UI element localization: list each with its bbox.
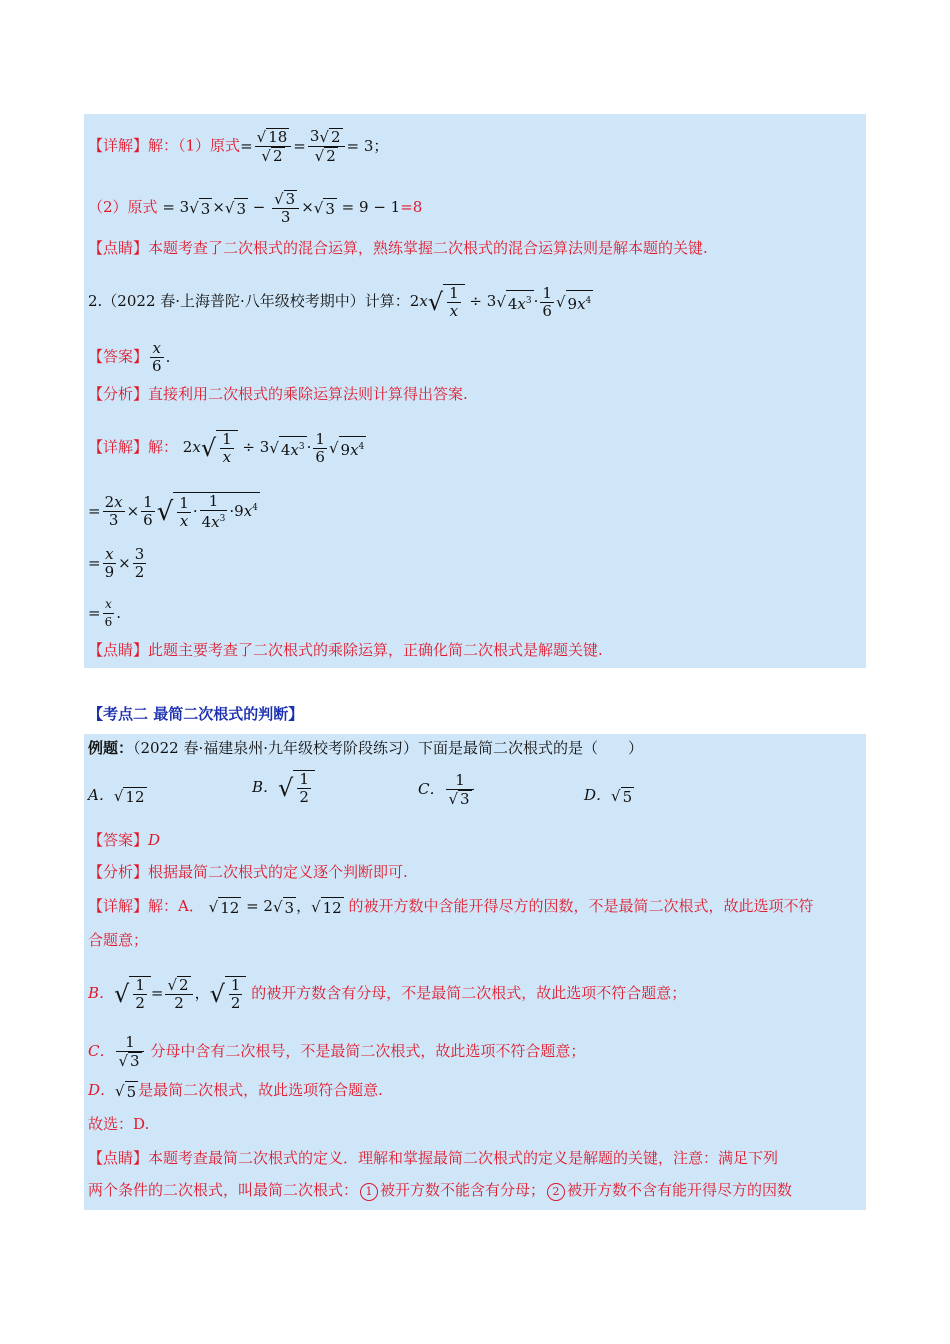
detail-line-2: （2）原式 = 3√ 3 ×√ 3 − $\frac{√ 3}{3}$ ×√ 3 = 9 − 1=8 <box>88 189 423 226</box>
analysis-line-2: 【分析】直接利用二次根式的乘除运算法则计算得出答案. <box>88 385 468 403</box>
detail-d: D．√ 5 是最简二次根式，故此选项符合题意. <box>88 1081 383 1101</box>
step-2: = $\frac{x}{9}$ × $\frac{3}{2}$ <box>88 545 145 581</box>
step-3: = $\frac{x}{6}$ . <box>88 597 121 629</box>
option-a: A．√ 12 <box>88 786 145 806</box>
comment-ex-2: 两个条件的二次根式，叫最简二次根式： 1 被开方数不能含有分母； 2 被开方数不含有能开得尽方的因数 <box>88 1181 793 1199</box>
choice-line: 故选：D. <box>88 1115 150 1133</box>
section-heading: 【考点二 最简二次根式的判断】 <box>88 705 304 723</box>
circled-number-1: 1 <box>360 1183 378 1201</box>
comment-line-2: 【点睛】此题主要考查了二次根式的乘除运算，正确化简二次根式是解题关键. <box>88 641 603 659</box>
comment-line-1: 【点睛】本题考查了二次根式的混合运算，熟练掌握二次根式的混合运算法则是解本题的关键. <box>88 239 708 257</box>
answer-line-ex: 【答案】D <box>88 831 161 849</box>
tag-detail: 【详解】 <box>88 136 149 155</box>
answer-line-2: 【答案】 $\frac{x}{6}$ . <box>88 339 171 375</box>
comment-ex-1: 【点睛】本题考查最简二次根式的定义．理解和掌握最简二次根式的定义是解题的关键，注意：满足下列 <box>88 1149 779 1167</box>
math-expr-2: = 3√ 3 ×√ 3 − $\frac{√ 3}{3}$ ×√ 3 = 9 − 1 <box>157 189 401 226</box>
math-q2: 2x√ $\frac{1}{x}$ ÷ 3√ $4x^3$ · $\frac{1}{6}$ √ $9x^4$ <box>409 283 592 320</box>
circled-number-2: 2 <box>547 1183 565 1201</box>
step-1: = $\frac{2x}{3}$ × $\frac{1}{6}$ √ $\frac{1}{x}$ · $\frac{1}{4x^3}$ $\cdot 9x^4$ <box>88 492 258 531</box>
example-question: 例题：（2022 春·福建泉州·九年级校考阶段练习）下面是最简二次根式的是（ ） <box>88 739 643 757</box>
question-2: 2.（2022 春·上海普陀·八年级校考期中）计算：2x√ $\frac{1}{x}$ ÷ 3√ $4x^3$ · $\frac{1}{6}$ √ $9x^4$ <box>88 283 592 320</box>
detail-line-q2: 【详解】解： 2x√ $\frac{1}{x}$ ÷ 3√ $4x^3$ · $\frac{1}{6}$ √ $9x^4$ <box>88 429 365 466</box>
option-b: B．√ $\frac{1}{2}$ <box>252 770 315 806</box>
detail-a: 【详解】解：A． √ 12 = 2√ 3 ，√ 12 的被开方数中含能开得尽方的因数，不是最简二次根式，故此选项不符 <box>88 897 814 917</box>
option-c: C． $\frac{1}{√ 3}$ <box>418 772 476 808</box>
detail-b: B．√ $\frac{1}{2}$ = $\frac{√ 2}{2}$ ，√ $\frac{1}{2}$ 的被开方数含有分母，不是最简二次根式，故此选项不符合题意； <box>88 975 687 1012</box>
detail-a-cont: 合题意； <box>88 931 149 949</box>
option-d: D．√ 5 <box>584 786 633 806</box>
detail-c: C． $\frac{1}{√ 3}$ 分母中含有二次根号，不是最简二次根式，故此选项不符合题意； <box>88 1033 586 1070</box>
detail-line-1: 【详解】解：（1）原式= $\frac{√ 18}{√ 2}$ = $\frac{3√ 2}{√ 2}$ = 3； <box>88 127 389 165</box>
math-expr-1: = $\frac{√ 18}{√ 2}$ = $\frac{3√ 2}{√ 2}$ = 3； <box>240 127 389 165</box>
analysis-line-ex: 【分析】根据最简二次根式的定义逐个判断即可. <box>88 863 408 881</box>
